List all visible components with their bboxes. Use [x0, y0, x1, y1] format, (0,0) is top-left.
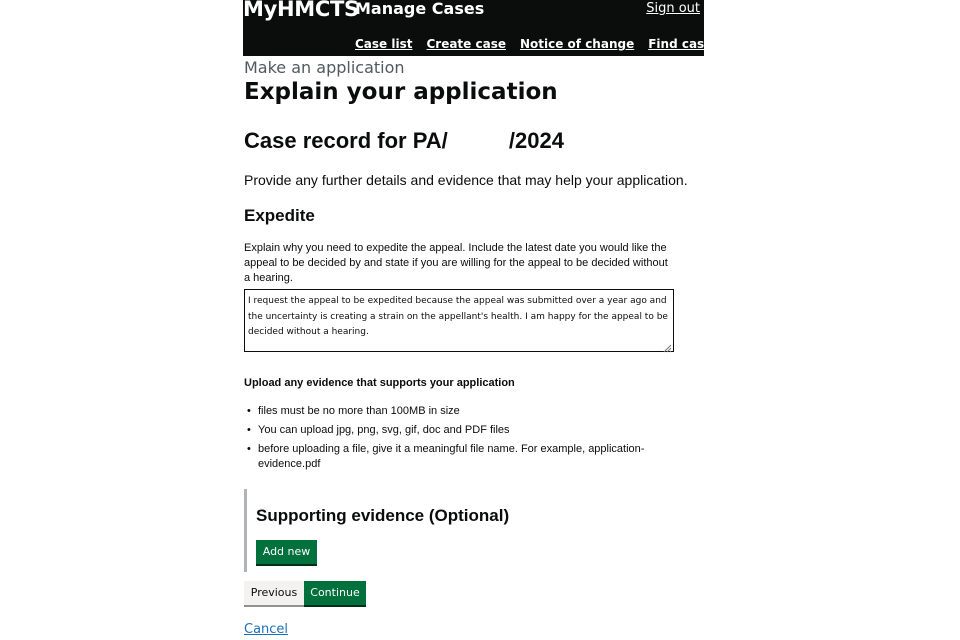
resize-grip-icon[interactable]	[662, 340, 672, 350]
nav-notice-of-change[interactable]: Notice of change	[519, 37, 635, 51]
upload-heading: Upload any evidence that supports your application	[244, 377, 515, 389]
site-header	[243, 0, 713, 56]
list-item: • files must be no more than 100MB in size	[244, 404, 674, 419]
previous-button[interactable]: Previous	[244, 581, 304, 605]
sign-out-link[interactable]: Sign out	[646, 1, 700, 16]
service-name[interactable]: Manage Cases	[355, 0, 485, 18]
add-new-button[interactable]: Add new	[256, 540, 317, 564]
continue-button[interactable]: Continue	[304, 581, 366, 605]
expedite-heading: Expedite	[244, 206, 315, 225]
primary-nav	[355, 36, 734, 52]
list-item: • before uploading a file, give it a meaningful file name. For example, application-evidence.pdf	[244, 442, 674, 472]
expedite-textarea[interactable]	[244, 289, 674, 352]
intro-text: Provide any further details and evidence that may help your application.	[244, 172, 688, 188]
case-record-heading: Case record for PA/ /2024	[244, 128, 564, 153]
search-icon[interactable]	[718, 36, 734, 52]
upload-requirements-list	[244, 404, 674, 476]
nav-case-list[interactable]: Case list	[355, 37, 413, 51]
page-title: Explain your application	[244, 79, 558, 105]
expedite-hint: Explain why you need to expedite the appeal. Include the latest date you would like the appeal to be decided by and state if you are willing for the appeal to be decided without a hearing.	[244, 242, 668, 284]
cancel-link[interactable]: Cancel	[244, 622, 289, 637]
nav-create-case[interactable]: Create case	[426, 37, 506, 51]
nav-find-case[interactable]: Find case	[648, 37, 713, 51]
brand-logo[interactable]: MyHMCTS	[243, 0, 359, 21]
list-item: • You can upload jpg, png, svg, gif, doc and PDF files	[244, 423, 674, 438]
supporting-evidence-heading: Supporting evidence (Optional)	[256, 506, 510, 525]
page-caption: Make an application	[244, 58, 405, 77]
